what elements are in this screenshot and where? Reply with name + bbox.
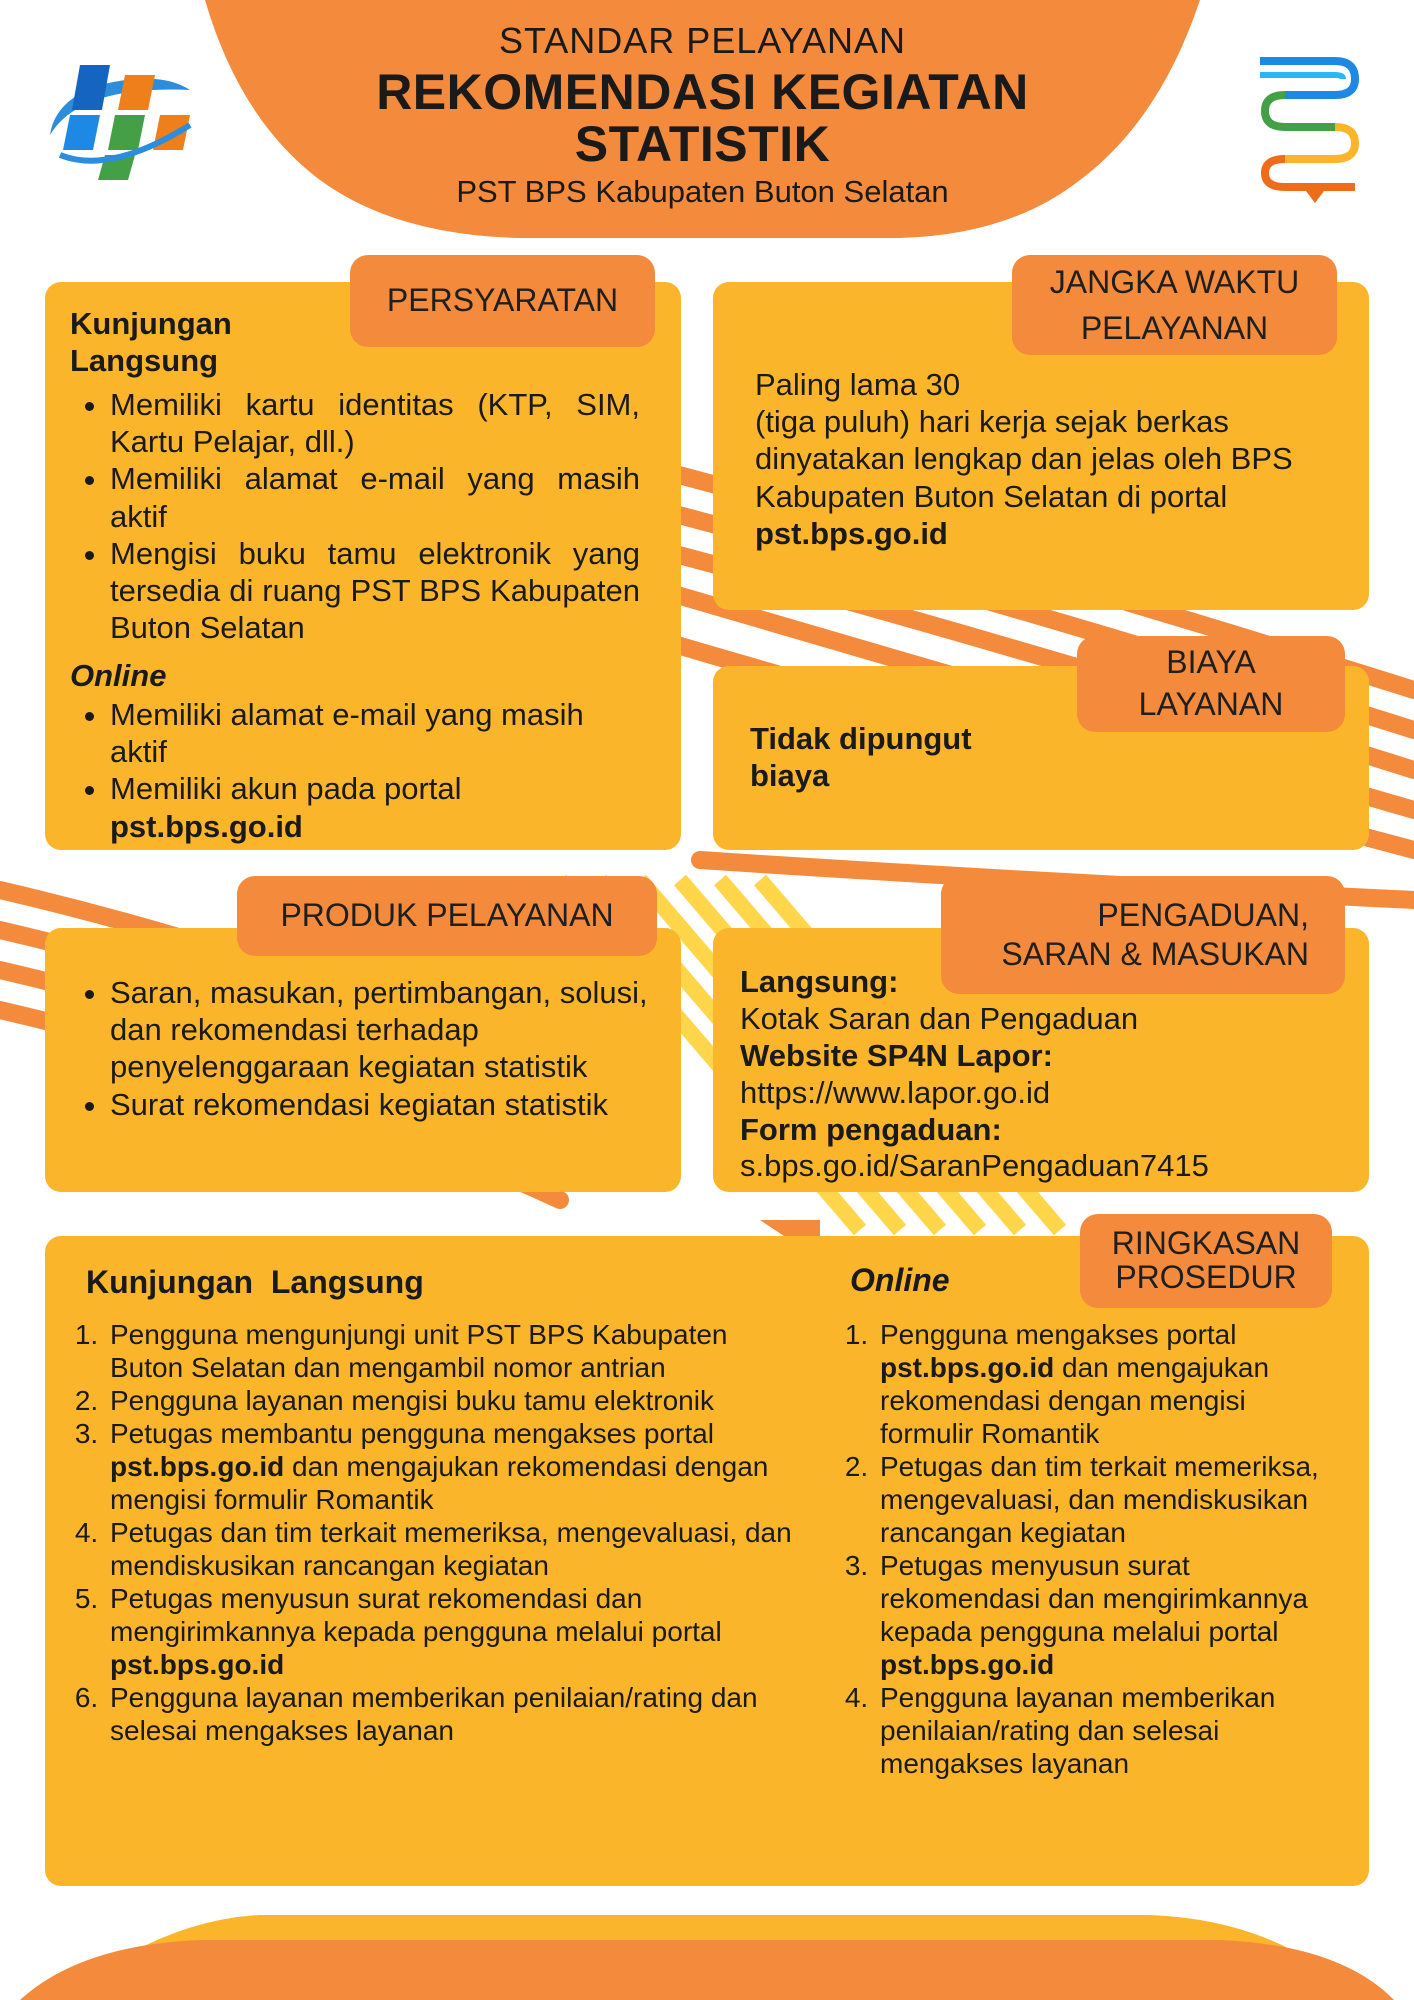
- persyaratan-langsung-heading: Kunjungan Langsung: [70, 306, 232, 378]
- list-item: • Surat rekomendasi kegiatan statistik: [110, 1086, 660, 1123]
- romantik-logo-icon: [1255, 55, 1365, 205]
- ringkasan-online-heading: Online: [850, 1262, 950, 1298]
- list-item: 2. Pengguna layanan mengisi buku tamu elektronik: [106, 1384, 802, 1417]
- jangka-waktu-tag: JANGKA WAKTU PELAYANAN: [1012, 255, 1337, 355]
- pengaduan-langsung-label: Langsung:: [740, 964, 899, 999]
- list-item: 1. Pengguna mengakses portal pst.bps.go.id dan mengajukan rekomendasi dengan mengisi formulir Romantik: [876, 1318, 1334, 1450]
- produk-tag: PRODUK PELAYANAN: [237, 876, 657, 956]
- header-title-line2: STATISTIK: [574, 116, 831, 172]
- biaya-tag: BIAYA LAYANAN: [1077, 636, 1345, 732]
- bps-logo-icon: [40, 55, 200, 185]
- header-title-line1: REKOMENDASI KEGIATAN: [376, 64, 1029, 120]
- ringkasan-tag: RINGKASAN PROSEDUR: [1080, 1214, 1332, 1308]
- list-item: • Saran, masukan, pertimbangan, solusi, dan rekomendasi terhadap penyelenggaraan kegiatan statistik: [110, 974, 660, 1086]
- pengaduan-website-label: Website SP4N Lapor:: [740, 1037, 1053, 1073]
- persyaratan-tag: PERSYARATAN: [350, 255, 655, 347]
- biaya-text: Tidak dipungut biaya: [750, 721, 972, 794]
- pengaduan-langsung-value: Kotak Saran dan Pengaduan: [740, 1000, 1139, 1036]
- jangka-waktu-text: Paling lama 30 (tiga puluh) hari kerja sejak berkas dinyatakan lengkap dan jelas oleh BPS Kabupaten Buton Selatan di portal pst.bps.go.id: [755, 367, 1293, 551]
- pengaduan-content: [740, 964, 1350, 1185]
- list-item: 1. Pengguna mengunjungi unit PST BPS Kabupaten Buton Selatan dan mengambil nomor antrian: [106, 1318, 802, 1384]
- list-item: 4. Petugas dan tim terkait memeriksa, mengevaluasi, dan mendiskusikan rancangan kegiatan: [106, 1516, 802, 1582]
- ringkasan-online-list: [842, 1318, 1334, 1780]
- header-subtitle: PST BPS Kabupaten Buton Selatan: [456, 174, 949, 209]
- list-item: 3. Petugas membantu pengguna mengakses portal pst.bps.go.id dan mengajukan rekomendasi dengan mengisi formulir Romantik: [106, 1417, 802, 1516]
- list-item: • Memiliki alamat e-mail yang masih aktif: [110, 460, 640, 534]
- persyaratan-online-list: [70, 696, 640, 845]
- produk-list: [70, 974, 660, 1123]
- list-item: 4. Pengguna layanan memberikan penilaian/rating dan selesai mengakses layanan: [876, 1681, 1334, 1780]
- pengaduan-form-label: Form pengaduan:: [740, 1111, 1002, 1147]
- list-item: 6. Pengguna layanan memberikan penilaian/rating dan selesai mengakses layanan: [106, 1681, 802, 1747]
- list-item: • Memiliki kartu identitas (KTP, SIM, Kartu Pelajar, dll.): [110, 386, 640, 460]
- persyaratan-online-heading: Online: [70, 658, 167, 693]
- pengaduan-form-link[interactable]: s.bps.go.id/SaranPengaduan7415: [740, 1148, 1209, 1184]
- header-top-line: STANDAR PELAYANAN: [498, 20, 907, 61]
- ringkasan-langsung-list: [72, 1318, 802, 1747]
- list-item: • Mengisi buku tamu elektronik yang tersedia di ruang PST BPS Kabupaten Buton Selatan: [110, 535, 640, 647]
- list-item: 3. Petugas menyusun surat rekomendasi dan mengirimkannya kepada pengguna melalui portal pst.bps.go.id: [876, 1549, 1334, 1681]
- list-item: 5. Petugas menyusun surat rekomendasi dan mengirimkannya kepada pengguna melalui portal pst.bps.go.id: [106, 1582, 802, 1681]
- ringkasan-langsung-heading: Kunjungan Langsung: [86, 1264, 424, 1300]
- list-item: • Memiliki akun pada portal pst.bps.go.id: [110, 770, 640, 844]
- list-item: • Memiliki alamat e-mail yang masih aktif: [110, 696, 640, 770]
- list-item: 2. Petugas dan tim terkait memeriksa, mengevaluasi, dan mendiskusikan rancangan kegiatan: [876, 1450, 1334, 1549]
- pengaduan-website-link[interactable]: https://www.lapor.go.id: [740, 1074, 1051, 1110]
- pengaduan-tag: PENGADUAN, SARAN & MASUKAN: [941, 876, 1345, 994]
- persyaratan-langsung-list: [70, 386, 640, 646]
